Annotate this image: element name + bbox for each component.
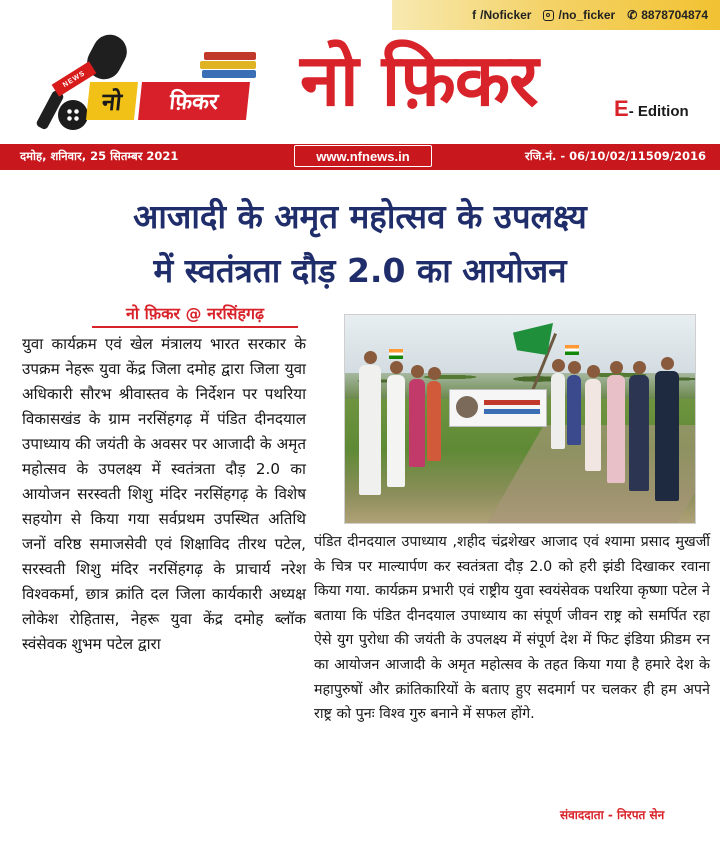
logo (40, 32, 270, 132)
edition-rest: - Edition (628, 103, 689, 120)
edition-label (614, 96, 689, 122)
person (567, 375, 581, 445)
person (585, 379, 601, 471)
person (607, 375, 625, 483)
registration-number: रजि.नं. - 06/10/02/11509/2016 (525, 149, 706, 163)
logo-word-fikar: फ़िकर (138, 82, 250, 120)
logo-word-no: नो (86, 82, 138, 120)
books-icon (200, 52, 258, 82)
edition-letter: E (614, 96, 629, 121)
instagram-handle[interactable] (543, 8, 615, 22)
person (409, 379, 425, 467)
microphone-label: NEWS (52, 61, 97, 96)
article-headline (0, 190, 720, 298)
instagram-text: /no_ficker (558, 8, 616, 22)
instagram-icon (543, 10, 554, 21)
article-body-left: युवा कार्यक्रम एवं खेल मंत्रालय भारत सरकार के उपक्रम नेहरू युवा केंद्र जिला दमोह द्वारा जिला युवा अधिकारी सौरभ श्रीवास्तव के निर्देशन पर पथरिया विकासखंड के ग्राम नरसिंहगढ़ में पंडित दीनदयाल उपाध्याय की जयंती के अवसर पर आजादी के अमृत महोत्सव के उपलक्ष्य में स्वतंत्रता दौड़ 2.0 का आयोजन सरस्वती शिशु मंदिर नरसिंहगढ़ के विशेष सहयोग से किया गया सर्वप्रथम उपस्थित अतिथि जनों वरिष्ठ समाजसेवी एवं शिक्षाविद तीरथ पटेल, सरस्वती शिशु मंदिर नरसिंहगढ़ के प्राचार्य नरेश विश्वकर्मा, छात्र क्रांति दल जिला कार्यकारी अध्यक्ष लोकेश रोहितास, नेहरू युवा केंद्र दमोह ब्लॉक स्वंसेवक शुभम पटेल द्वारा (22, 335, 306, 653)
person (551, 373, 565, 449)
phone-icon: ✆ (627, 8, 638, 22)
facebook-text: /Noficker (480, 8, 532, 22)
phone-text: 8878704874 (641, 8, 708, 22)
issue-date: दमोह, शनिवार, 25 सितम्बर 2021 (20, 149, 179, 163)
headline-line-2: में स्वतंत्रता दौड़ 2.0 का आयोजन (153, 251, 567, 290)
date-band (0, 144, 720, 170)
facebook-handle[interactable] (472, 8, 531, 22)
tricolor-flag (565, 345, 579, 355)
event-banner (449, 389, 547, 427)
article-body-right: पंडित दीनदयाल उपाध्याय ,शहीद चंद्रशेखर आजाद एवं श्यामा प्रसाद मुखर्जी के चित्र पर माल्यार्पण कर स्वतंत्रता दौड़ 2.0 को हरी झंडी दिखाकर रवाना किया गया. कार्यक्रम प्रभारी एवं राष्ट्रीय युवा स्वयंसेवक पथरिया कृष्णा पटेल ने बताया कि पंडित दीनदयाल उपाध्याय का संपूर्ण जीवन राष्ट्र को समर्पित रहा ऐसे युग पुरोधा की जयंती के उपलक्ष्य में संपूर्ण देश में फिट इंडिया फ्रीडम रन का आयोजन आजादी के अमृत महोत्सव के तहत किया गया है हमारे देश के महापुरुषों और क्रांतिकारियों के बताए हुए सदमार्ग पर चलकर ही हम अपने राष्ट्र को पुनः विश्व गुरु बनाने में सफल होंगे. (314, 534, 710, 723)
person (629, 375, 649, 491)
person (427, 381, 441, 461)
person (387, 375, 405, 487)
person (655, 371, 679, 501)
film-reel-icon (58, 100, 88, 130)
facebook-icon: f (472, 8, 477, 22)
masthead-title: नो फ़िकर (300, 38, 538, 122)
website-link[interactable]: www.nfnews.in (294, 145, 432, 167)
byline: नो फ़िकर @ नरसिंहगढ़ (92, 302, 298, 328)
phone-number[interactable] (627, 8, 708, 22)
tricolor-flag (389, 349, 403, 359)
reporter-credit: संवाददाता - निरपत सेन (560, 808, 665, 822)
person (359, 365, 381, 495)
social-strip (392, 0, 720, 30)
headline-line-1: आजादी के अमृत महोत्सव के उपलक्ष्य (133, 197, 587, 236)
event-photo (344, 314, 696, 524)
